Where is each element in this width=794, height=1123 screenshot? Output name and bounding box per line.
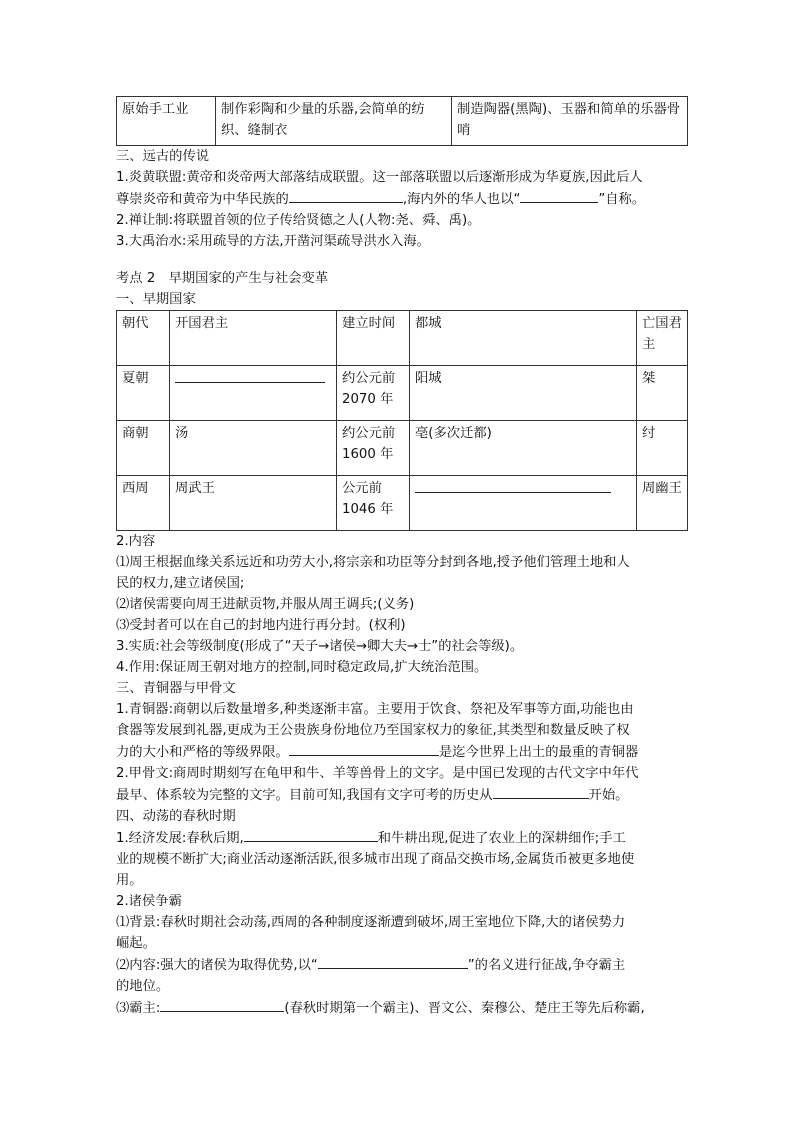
paragraph: 食器等发展到礼器,更成为王公贵族身份地位乃至国家权力的象征,其类型和数量反映了权 (116, 723, 630, 738)
fill-blank (318, 954, 468, 969)
text: ,海内外的华人也以“ (402, 192, 521, 207)
column-header: 开国君主 (170, 311, 337, 366)
paragraph: 2.禅让制:将联盟首领的位子传给贤德之人(人物:尧、舜、禹)。 (116, 213, 481, 228)
paragraph: 崛起。 (116, 936, 156, 951)
paragraph: 的地位。 (116, 979, 170, 994)
table-cell: 约公元前2070 年 (337, 366, 410, 421)
paragraph (116, 188, 688, 210)
text: (春秋时期第一个霸主)、晋文公、秦穆公、楚庄王等先后称霸, (284, 1001, 645, 1016)
section-heading: 四、动荡的春秋时期 (116, 809, 236, 824)
paragraph (116, 954, 688, 976)
table-cell (410, 476, 637, 531)
table-cell: 西周 (117, 476, 170, 531)
section-heading: 一、早期国家 (116, 292, 196, 307)
paragraph: ⑴周王根据血缘关系远近和功劳大小,将宗亲和功臣等分封到各地,授予他们管理土地和人 (116, 555, 630, 570)
table-cell: 周武王 (170, 476, 337, 531)
table-cell: 周幽王 (637, 476, 688, 531)
table-cell: 纣 (637, 421, 688, 476)
paragraph: ⑴背景:春秋时期社会动荡,西周的各种制度逐渐遭到破坏,周王室地位下降,大的诸侯势力 (116, 915, 626, 930)
text: ”自称。 (598, 192, 646, 207)
fill-blank (175, 368, 325, 383)
table-cell: 约公元前1600 年 (337, 421, 410, 476)
table-row (117, 476, 688, 531)
column-header: 建立时间 (337, 311, 410, 366)
paragraph (116, 784, 688, 806)
table-cell: 阳城 (410, 366, 637, 421)
fill-blank (244, 827, 378, 842)
text: ”的名义进行征战,争夺霸主 (467, 958, 626, 973)
text: ⑵内容:强大的诸侯为取得优势,以“ (116, 958, 318, 973)
text: 力的大小和严格的等级界限。 (116, 745, 289, 760)
paragraph (116, 997, 688, 1019)
table-cell: 夏朝 (117, 366, 170, 421)
text: 1.经济发展:春秋后期, (116, 831, 244, 846)
paragraph: ⑶受封者可以在自己的封地内进行再分封。(权利) (116, 618, 406, 633)
text: 是迄今世界上出土的最重的青铜器 (438, 745, 639, 760)
table-cell (170, 366, 337, 421)
fill-blank (520, 188, 598, 203)
table-cell: 桀 (637, 366, 688, 421)
table-cell: 汤 (170, 421, 337, 476)
paragraph: 3.大禹治水:采用疏导的方法,开凿河渠疏导洪水入海。 (116, 234, 430, 249)
paragraph: 业的规模不断扩大;商业活动逐渐活跃,很多城市出现了商品交换市场,金属货币被更多地使 (116, 852, 635, 867)
paragraph: 4.作用:保证周王朝对地方的控制,同时稳定政局,扩大统治范围。 (116, 660, 488, 675)
text: ⑶霸主: (116, 1001, 161, 1016)
table-row (117, 366, 688, 421)
text: 开始。 (588, 788, 629, 803)
column-header: 亡国君主 (637, 311, 688, 366)
table-cell: 原始手工业 (117, 97, 216, 146)
paragraph: 2.甲骨文:商周时期刻写在龟甲和牛、羊等兽骨上的文字。是中国已发现的古代文字中年代 (116, 766, 639, 781)
fill-blank (160, 997, 284, 1012)
text: 尊崇炎帝和黄帝为中华民族的 (116, 192, 289, 207)
text: 最早、体系较为完整的文字。目前可知,我国有文字可考的历史从 (116, 788, 493, 803)
table-cell: 商朝 (117, 421, 170, 476)
table-cell: 制作彩陶和少量的乐器,会简单的纺织、缝制衣 (216, 97, 452, 146)
document-page (116, 96, 688, 1019)
subheading: 2.诸侯争霸 (116, 894, 182, 909)
table-row (117, 421, 688, 476)
table-cell: 公元前1046 年 (337, 476, 410, 531)
paragraph: 民的权力,建立诸侯国; (116, 576, 245, 591)
fill-blank (289, 741, 439, 756)
text: 和牛耕出现,促进了农业上的深耕细作;手工 (377, 831, 626, 846)
paragraph: 3.实质:社会等级制度(形成了“天子→诸侯→卿大夫→士”的社会等级)。 (116, 639, 524, 654)
section-heading: 三、远古的传说 (116, 149, 210, 164)
subheading: 2.内容 (116, 534, 156, 549)
column-header: 朝代 (117, 311, 170, 366)
fill-blank (415, 478, 611, 493)
paragraph (116, 741, 688, 763)
paragraph: ⑵诸侯需要向周王进献贡物,并服从周王调兵;(义务) (116, 597, 415, 612)
table-header-row (117, 311, 688, 366)
table-cell: 亳(多次迁都) (410, 421, 637, 476)
fill-blank (289, 188, 403, 203)
column-header: 都城 (410, 311, 637, 366)
table-row (117, 97, 688, 146)
dynasty-table (116, 310, 688, 531)
paragraph: 1.青铜器:商朝以后数量增多,种类逐渐丰富。主要用于饮食、祭祀及军事等方面,功能也由 (116, 702, 634, 717)
fill-blank (493, 784, 589, 799)
section-heading: 考点 2 早期国家的产生与社会变革 (116, 271, 329, 286)
paragraph: 用。 (116, 873, 143, 888)
handicraft-table (116, 96, 688, 146)
table-cell: 制造陶器(黑陶)、玉器和简单的乐器骨哨 (452, 97, 688, 146)
paragraph (116, 827, 688, 849)
paragraph: 1.炎黄联盟:黄帝和炎帝两大部落结成联盟。这一部落联盟以后逐渐形成为华夏族,因此后人 (116, 170, 643, 185)
section-heading: 三、青铜器与甲骨文 (116, 681, 236, 696)
